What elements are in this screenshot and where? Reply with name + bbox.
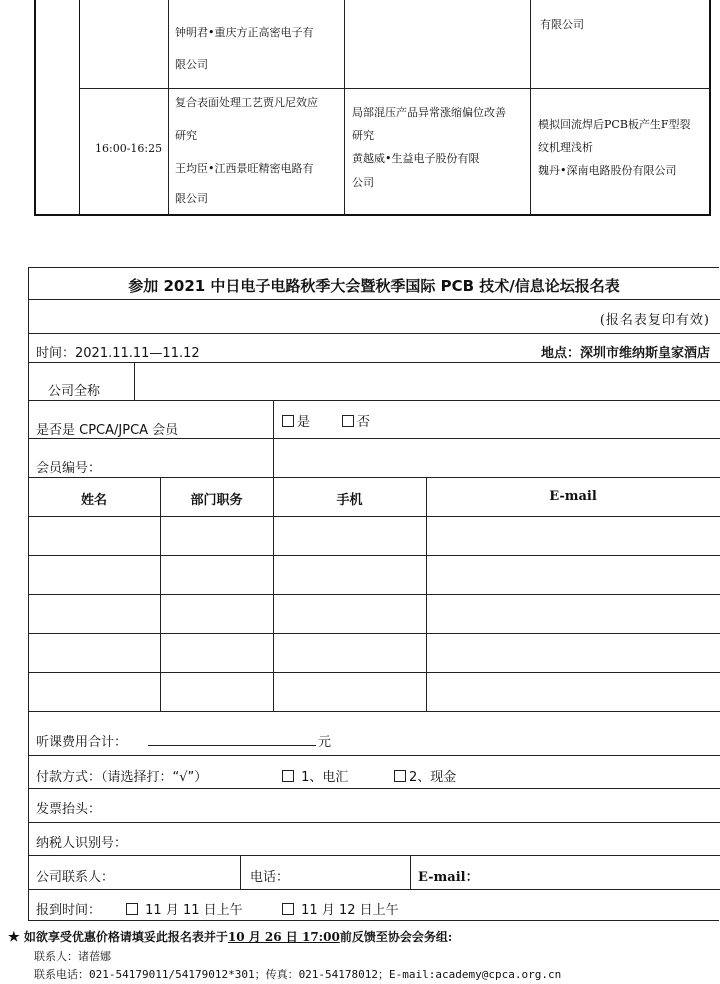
session-speaker: 限公司 — [175, 58, 208, 71]
form-title: 参加 2021 中日电子电路秋季大会暨秋季国际 PCB 技术/信息论坛报名表 — [128, 277, 620, 295]
member-yes-option[interactable]: 是 — [282, 411, 310, 430]
payment-cash-option[interactable]: 2、现金 — [394, 766, 456, 785]
checkin-day1-option[interactable]: 11 月 11 日上午 — [126, 899, 243, 918]
fee-input[interactable] — [148, 745, 316, 746]
column-header-name: 姓名 — [80, 493, 107, 508]
checkin-label: 报到时间： — [36, 903, 102, 918]
session-time: 16:00-16:25 — [95, 142, 163, 155]
fee-unit: 元 — [318, 735, 332, 750]
session-speaker: 公司 — [352, 176, 374, 189]
contact-person-label: 公司联系人： — [36, 870, 115, 885]
session-title: 模拟回流焊后PCB板产生F型裂 — [538, 118, 691, 131]
deadline-date: 10 月 26 日 17:00 — [227, 930, 340, 944]
company-name-field[interactable] — [136, 364, 716, 398]
taxid-field[interactable] — [140, 824, 716, 854]
contact-phone-label: 电话： — [250, 870, 290, 885]
taxid-label: 纳税人识别号： — [36, 836, 128, 851]
checkbox-icon — [126, 903, 138, 915]
payment-wire-option[interactable]: 1、电汇 — [282, 766, 348, 785]
attendee-row[interactable] — [28, 673, 718, 711]
column-header-email: E-mail — [549, 489, 597, 504]
contact-info: 联系电话：021-54179011/54179012*301；传真：021-54178012；E-mail:academy@cpca.org.cn — [34, 968, 562, 981]
checkin-day2-option[interactable]: 11 月 12 日上午 — [282, 899, 399, 918]
invoice-label: 发票抬头： — [36, 802, 102, 817]
session-title: 研究 — [175, 129, 197, 142]
checkbox-icon — [282, 770, 294, 782]
checkbox-icon — [342, 415, 354, 427]
column-header-phone: 手机 — [336, 493, 363, 508]
attendee-row[interactable] — [28, 517, 718, 555]
attendee-row[interactable] — [28, 595, 718, 633]
member-question-label: 是否是 CPCA/JPCA 会员 — [36, 423, 179, 438]
session-speaker: 钟明君•重庆方正高密电子有 — [175, 26, 314, 39]
member-number-label: 会员编号： — [36, 461, 102, 476]
session-title: 研究 — [352, 129, 374, 142]
member-no-option[interactable]: 否 — [342, 411, 370, 430]
checkbox-icon — [282, 415, 294, 427]
deadline-notice: ★ 如欲享受优惠价格请填妥此报名表并于10 月 26 日 17:00前反馈至协会会务组: — [8, 930, 453, 945]
event-time: 时间：2021.11.11—11.12 — [36, 346, 200, 361]
session-title: 局部混压产品异常涨缩偏位改善 — [352, 106, 506, 119]
star-icon: ★ — [8, 930, 20, 945]
column-header-dept: 部门职务 — [190, 493, 243, 508]
session-title: 复合表面处理工艺贾凡尼效应 — [175, 96, 318, 109]
session-speaker: 黄越威•生益电子股份有限 — [352, 152, 480, 165]
session-title: 纹机理浅析 — [538, 141, 593, 154]
contact-person: 联系人：诸蓓娜 — [34, 950, 111, 963]
session-speaker: 限公司 — [175, 192, 208, 205]
invoice-field[interactable] — [120, 790, 716, 820]
attendee-row[interactable] — [28, 634, 718, 672]
checkbox-icon — [282, 903, 294, 915]
company-name-label: 公司全称 — [48, 384, 101, 399]
fee-label: 听课费用合计： — [36, 735, 128, 750]
event-place: 地点：深圳市维纳斯皇家酒店 — [540, 346, 710, 361]
attendee-row[interactable] — [28, 556, 718, 594]
checkbox-icon — [394, 770, 406, 782]
contact-email-label: E-mail： — [418, 870, 479, 885]
session-speaker: 王均臣•江西景旺精密电路有 — [175, 162, 314, 175]
session-speaker: 魏丹•深南电路股份有限公司 — [538, 164, 677, 177]
session-speaker: 有限公司 — [540, 18, 584, 31]
payment-label: 付款方式：（请选择打：“√”） — [36, 770, 208, 785]
form-subtitle: (报名表复印有效) — [599, 313, 710, 328]
member-number-field[interactable] — [275, 440, 715, 476]
